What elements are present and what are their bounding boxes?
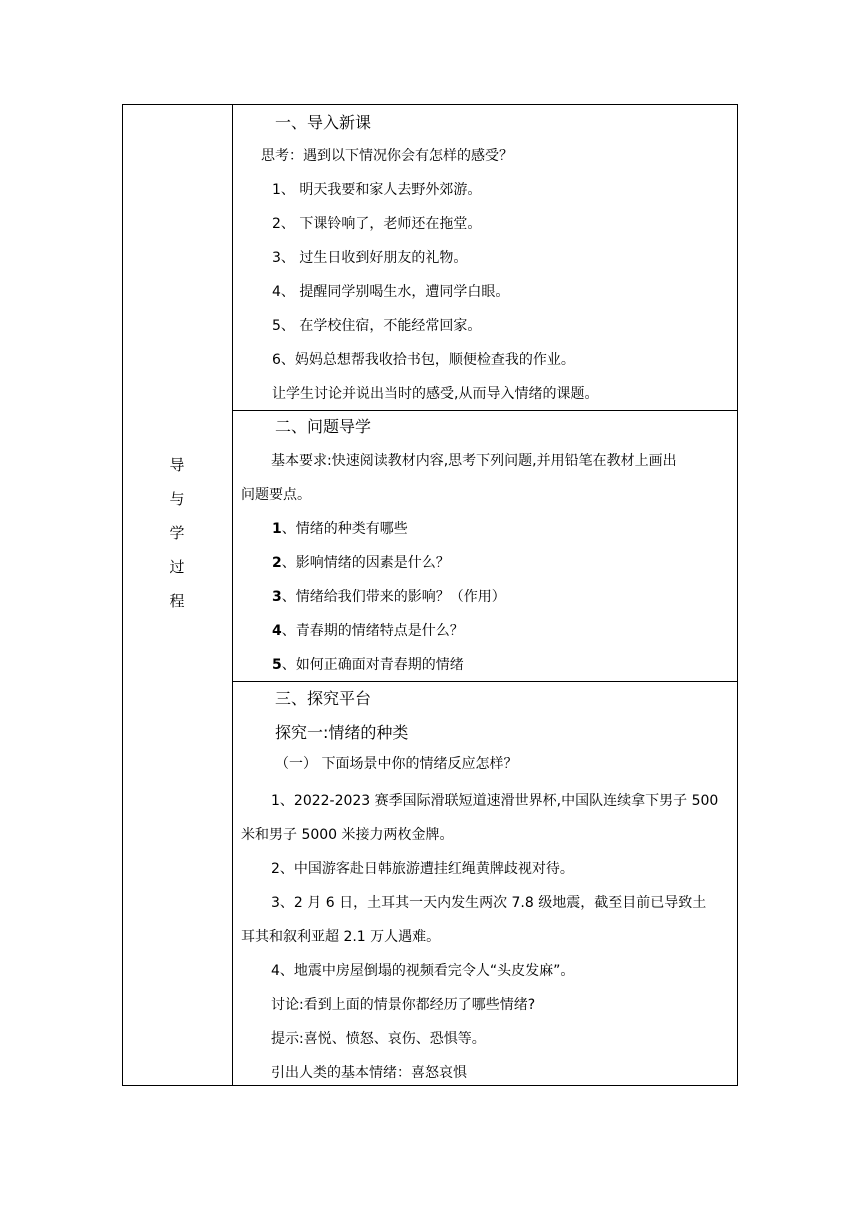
stage-label-cell	[123, 105, 233, 1085]
requirements-text: 问题要点。	[241, 487, 311, 503]
intro-item: 3、 过生日收到好朋友的礼物。	[272, 250, 468, 266]
scenario-text: 1、2022-2023 赛季国际滑联短道速滑世界杯,中国队连续拿下男子 500	[271, 793, 719, 809]
exploration-subheading: 探究一:情绪的种类	[275, 723, 409, 742]
intro-item: 5、 在学校住宿，不能经常回家。	[272, 318, 482, 334]
content-column	[233, 105, 737, 1085]
exploration-conclusion: 引出人类的基本情绪：喜怒哀惧	[271, 1065, 467, 1081]
question-item: 3、情绪给我们带来的影响？（作用）	[272, 589, 506, 605]
section-intro	[233, 105, 737, 411]
stage-label-char: 学	[169, 524, 185, 542]
stage-label-char: 导	[169, 456, 185, 474]
scenario-text: 耳其和叙利亚超 2.1 万人遇难。	[241, 929, 441, 945]
requirements-text: 基本要求:快速阅读教材内容,思考下列问题,并用铅笔在教材上画出	[271, 453, 677, 469]
hint-text: 提示:喜悦、愤怒、哀伤、恐惧等。	[271, 1031, 486, 1047]
scenario-text: 2、中国游客赴日韩旅游遭挂红绳黄牌歧视对待。	[271, 861, 574, 877]
scenario-text: 3、2 月 6 日，土耳其一天内发生两次 7.8 级地震，截至目前已导致土	[271, 895, 707, 911]
intro-item: 6、妈妈总想帮我收拾书包，顺便检查我的作业。	[272, 352, 575, 368]
question-item: 5、如何正确面对青春期的情绪	[272, 657, 464, 673]
intro-item: 1、 明天我要和家人去野外郊游。	[272, 182, 482, 198]
question-item: 1、情绪的种类有哪些	[272, 521, 408, 537]
discussion-text: 讨论:看到上面的情景你都经历了哪些情绪?	[271, 997, 536, 1013]
section-heading: 二、问题导学	[275, 417, 372, 436]
stage-label-char: 程	[169, 592, 185, 610]
section-heading: 三、探究平台	[275, 689, 372, 708]
question-item: 2、影响情绪的因素是什么？	[272, 555, 450, 571]
stage-label	[123, 448, 231, 618]
lesson-table	[122, 104, 738, 1086]
stage-label-char: 过	[169, 558, 185, 576]
intro-item: 2、 下课铃响了，老师还在拖堂。	[272, 216, 482, 232]
intro-prompt: 思考：遇到以下情况你会有怎样的感受？	[261, 148, 513, 164]
intro-conclusion: 让学生讨论并说出当时的感受,从而导入情绪的课题。	[272, 386, 599, 402]
section-guided-questions	[233, 411, 737, 682]
scenario-text: 米和男子 5000 米接力两枚金牌。	[241, 827, 454, 843]
section-heading: 一、导入新课	[275, 113, 372, 132]
scenario-prompt: （一） 下面场景中你的情绪反应怎样？	[275, 756, 518, 772]
stage-label-char: 与	[169, 490, 185, 508]
intro-item: 4、 提醒同学别喝生水，遭同学白眼。	[272, 284, 510, 300]
scenario-text: 4、地震中房屋倒塌的视频看完令人“头皮发麻”。	[271, 963, 575, 979]
question-item: 4、青春期的情绪特点是什么？	[272, 623, 464, 639]
section-exploration	[233, 682, 737, 1085]
